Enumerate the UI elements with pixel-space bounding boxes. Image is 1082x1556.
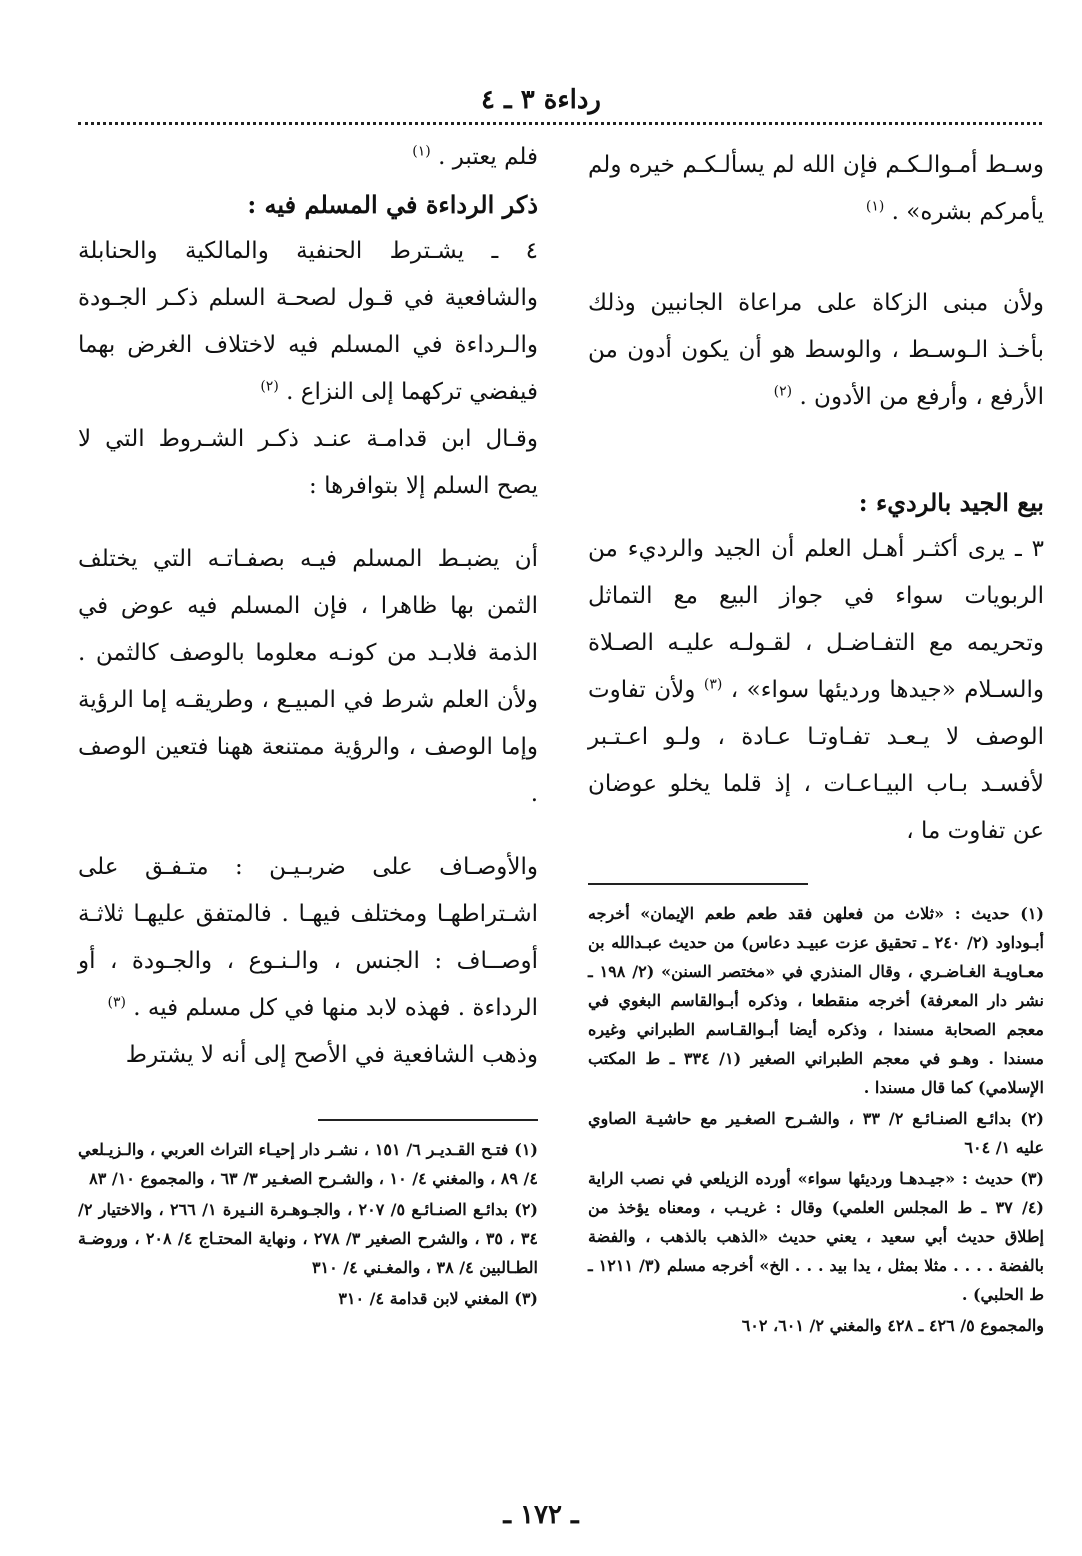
left-paragraph-1: [78, 134, 538, 181]
right-paragraph-2-text: ولأن مبنى الزكاة على مراعاة الجانبين وذلك بأخـذ الـوسـط ، والوسط هو أن يكون أدون من الأرفع ، وأرفع من الأدون .: [588, 290, 1044, 410]
footnote-ref[interactable]: (٣): [703, 676, 723, 693]
right-paragraph-1: [588, 142, 1044, 236]
footnote-divider: [318, 1119, 538, 1121]
footnote-ref[interactable]: (١): [412, 143, 431, 160]
footnote-item: (١) حديث : «ثلاث من فعلهن فقد طعم طعم الإيمان» أخرجه أبـوداود (٢/ ٢٤٠ ـ تحقيق عزت عبيـد دعاس) من حديث عبـدالله بن معـاويـة الغـاضـري ، وقال المنذري في «مختصر السنن» (٢/ ١٩٨ ـ نشر دار المعرفة) أخرجه منقطعا ، وذكره أبـوالقاسم البغوي في معجم الصحابة مسندا ، وذكره أيضا أبـوالقـاسم الطبراني وغيره مسندا . وهـو في معجم الطبراني الصغير (١/ ٣٣٤ ـ ط المكتب الإسلامي) كما قال مسندا .: [588, 904, 1044, 1097]
left-paragraph-1-text: فلم يعتبر .: [438, 144, 538, 170]
footnote-divider: [588, 883, 808, 885]
right-paragraph-3-text-a: ٣ ـ يرى أكثـر أهـل العلم أن الجيد والرديء من الربويات سواء في جواز البيع مع التماثل وتحريمه مع التفـاضـل ، لقـولـه عليـه الصـلاة والسـلام «جيدها ورديئها سواء» ،: [588, 536, 1045, 703]
right-paragraph-3: [588, 526, 1044, 855]
footnote-ref[interactable]: (٢): [773, 383, 793, 400]
right-paragraph-2: [588, 280, 1044, 421]
left-paragraph-2-text: ٤ ـ يشـترط الحنفية والمالكية والحنابلة والشافعية في قـول لصحـة السلم ذكـر الجـودة والـرداءة في المسلم فيه لاختلاف الغرض بهما فيفضي تركهما إلى النزاع .: [78, 238, 538, 405]
footnote-item: (٣) المغني لابن قدامة ٤/ ٣١٠: [338, 1289, 538, 1308]
right-column: [588, 142, 1044, 1342]
right-footnotes: [588, 899, 1044, 1340]
left-paragraph-5-text: والأوصـاف على ضربـيـن : متـفـق على اشـتراطهـا ومختلف فيهـا . فالمتفق عليهـا ثلاثـة أوصــاف : الجنس ، والـنـوع ، والجـودة ، أو الرداءة . فهذه لابد منها في كل مسلم فيه .: [78, 854, 538, 1021]
right-paragraph-3-text-b: ولأن تفاوت الوصف لا يـعـد تفـاوتـا عـادة ، ولـو اعـتـبر لأفسـد بـاب البيـاعـات ، إذ قلما يخلو عوضان عن تفاوت ما ،: [588, 677, 1044, 844]
footnote-item: (٣) حديث : «جيـدهـا ورديئها سواء» أورده الزيلعي في نصب الراية (٤/ ٣٧ ـ ط المجلس العلمي) وقال : غريـب ، ومعناه يؤخذ من إطلاق حديث أبي سعيد ، يعني حديث «الذهب بالذهب ، والفضة بالفضة . . . . مثلا بمثل ، يدا بيد . . . الخ» أخرجه مسلم (٣/ ١٢١١ ـ ط الحلبي) .: [588, 1169, 1044, 1304]
footnote-item: (٢) بدائـع الصنـائـع ٥/ ٢٠٧ ، والجـوهـرة النـيرة ١/ ٢٦٦ ، والاختيار ٢/ ٣٤ ، ٣٥ ، والشرح الصغير ٣/ ٢٧٨ ، ونهاية المحتـاج ٤/ ٢٠٨ ، وروضـة الطـالبين ٤/ ٣٨ ، والمغـني ٤/ ٣١٠: [78, 1200, 538, 1277]
footnote-ref[interactable]: (٢): [260, 378, 279, 395]
left-paragraph-3: وقـال ابن قدامـة عنـد ذكـر الشـروط التي لا يصح السلم إلا بتوافرها :: [78, 426, 538, 499]
left-column: [78, 134, 538, 1315]
section-heading-quality-in-salam: ذكر الرداءة في المسلم فيه :: [247, 190, 538, 219]
footnote-item: والمجموع ٥/ ٤٢٦ ـ ٤٢٨ والمغني ٢/ ٦٠١، ٦٠٢: [741, 1316, 1044, 1335]
header-dotted-rule: [78, 122, 1042, 125]
section-heading-good-for-bad: بيع الجيد بالرديء :: [858, 488, 1044, 517]
page-header-title: رداءة ٣ ـ ٤: [481, 85, 601, 115]
left-paragraph-2: [78, 228, 538, 416]
page-number: ـ ١٧٢ ـ: [503, 1500, 579, 1530]
footnote-item: (١) فتـح القـديـر ٦/ ١٥١ ، نشـر دار إحيـاء التراث العربي ، والـزيـلعي ٤/ ٨٩ ، والمغني ٤/ ١٠ ، والشـرح الصغـير ٣/ ٦٣ ، والمجموع ١٠/ ٨٣: [78, 1140, 538, 1188]
left-paragraph-6: وذهب الشافعية في الأصح إلى أنه لا يشترط: [125, 1042, 538, 1068]
footnote-item: (٢) بدائـع الصنـائـع ٢/ ٣٣ ، والشـرح الصغـير مع حاشيـة الصاوي عليه ١/ ٦٠٤: [588, 1109, 1044, 1157]
left-paragraph-4: أن يضبـط المسلم فيـه بصفـاتـه التي يختلف الثمن بها ظاهرا ، فإن المسلم فيه عوض في الذمة فلابـد من كونـه معلوما بالوصف كالثمن . ولأن العلم شرط في المبيـع ، وطريقـه إما الرؤية وإما الوصف ، والرؤية ممتنعة ههنا فتعين الوصف .: [78, 546, 538, 807]
footnote-ref[interactable]: (٣): [107, 994, 126, 1011]
footnote-ref[interactable]: (١): [865, 198, 885, 215]
left-footnotes: [78, 1135, 538, 1313]
left-paragraph-5: [78, 844, 538, 1032]
right-paragraph-1-text: وسـط أمـوالـكـم فإن الله لم يسألـكـم خيره ولم يأمركم بشره» .: [588, 152, 1044, 225]
